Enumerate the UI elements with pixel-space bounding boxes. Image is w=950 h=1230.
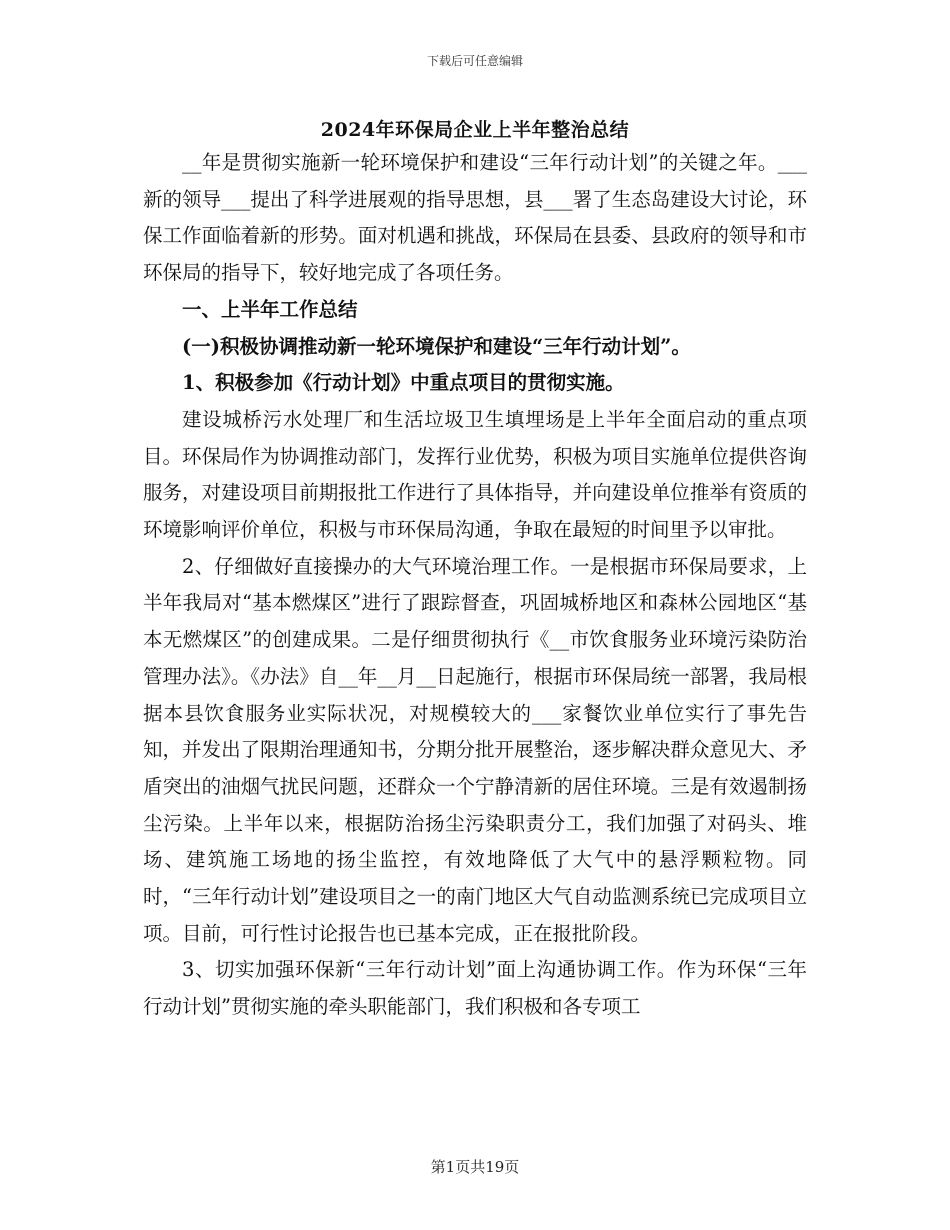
subsection-heading: (一)积极协调推动新一轮环境保护和建设“三年行动计划”。 <box>182 334 691 358</box>
page-number: 第1页共19页 <box>430 1158 520 1176</box>
paragraph-coordination: 3、切实加强环保新“三年行动计划”面上沟通协调工作。作为环保“三年行动计划”贯彻实施的牵头职能部门，我们积极和各专项工 <box>143 958 807 1019</box>
item-heading: 1、积极参加《行动计划》中重点项目的贯彻实施。 <box>182 371 625 395</box>
paragraph-intro: __年是贯彻实施新一轮环境保护和建设“三年行动计划”的关键之年。___新的领导___提出了科学进展观的指导思想，县___署了生态岛建设大讨论，环保工作面临着新的形势。面对机遇和挑战，环保局在县委、县政府的领导和市环保局的指导下，较好地完成了各项任务。 <box>143 151 807 285</box>
section-heading: 一、上半年工作总结 <box>182 297 358 321</box>
paragraph-projects: 建设城桥污水处理厂和生活垃圾卫生填埋场是上半年全面启动的重点项目。环保局作为协调推动部门，发挥行业优势，积极为项目实施单位提供咨询服务，对建设项目前期报批工作进行了具体指导，并向建设单位推举有资质的环境影响评价单位，积极与市环保局沟通，争取在最短的时间里予以审批。 <box>143 407 807 542</box>
header-note: 下载后可任意编辑 <box>426 54 523 68</box>
document-body <box>143 145 807 1026</box>
paragraph-air-quality: 2、仔细做好直接操办的大气环境治理工作。一是根据市环保局要求，上半年我局对“基本燃煤区”进行了跟踪督查，巩固城桥地区和森林公园地区“基本无燃煤区”的创建成果。二是仔细贯彻执行《__市饮食服务业环境污染防治管理办法》。《办法》自__年__月__日起施行，根据市环保局统一部署，我局根据本县饮食服务业实际状况，对规模较大的___家餐饮业单位实行了事先告知，并发出了限期治理通知书，分期分批开展整治，逐步解决群众意见大、矛盾突出的油烟气扰民问题，还群众一个宁静清新的居住环境。三是有效遏制扬尘污染。上半年以来，根据防治扬尘污染职责分工，我们加强了对码头、堆场、建筑施工场地的扬尘监控，有效地降低了大气中的悬浮颗粒物。同时，“三年行动计划”建设项目之一的南门地区大气自动监测系统已完成项目立项。目前，可行性讨论报告也已基本完成，正在报批阶段。 <box>143 554 807 945</box>
document-title: 2024年环保局企业上半年整治总结 <box>320 119 630 141</box>
